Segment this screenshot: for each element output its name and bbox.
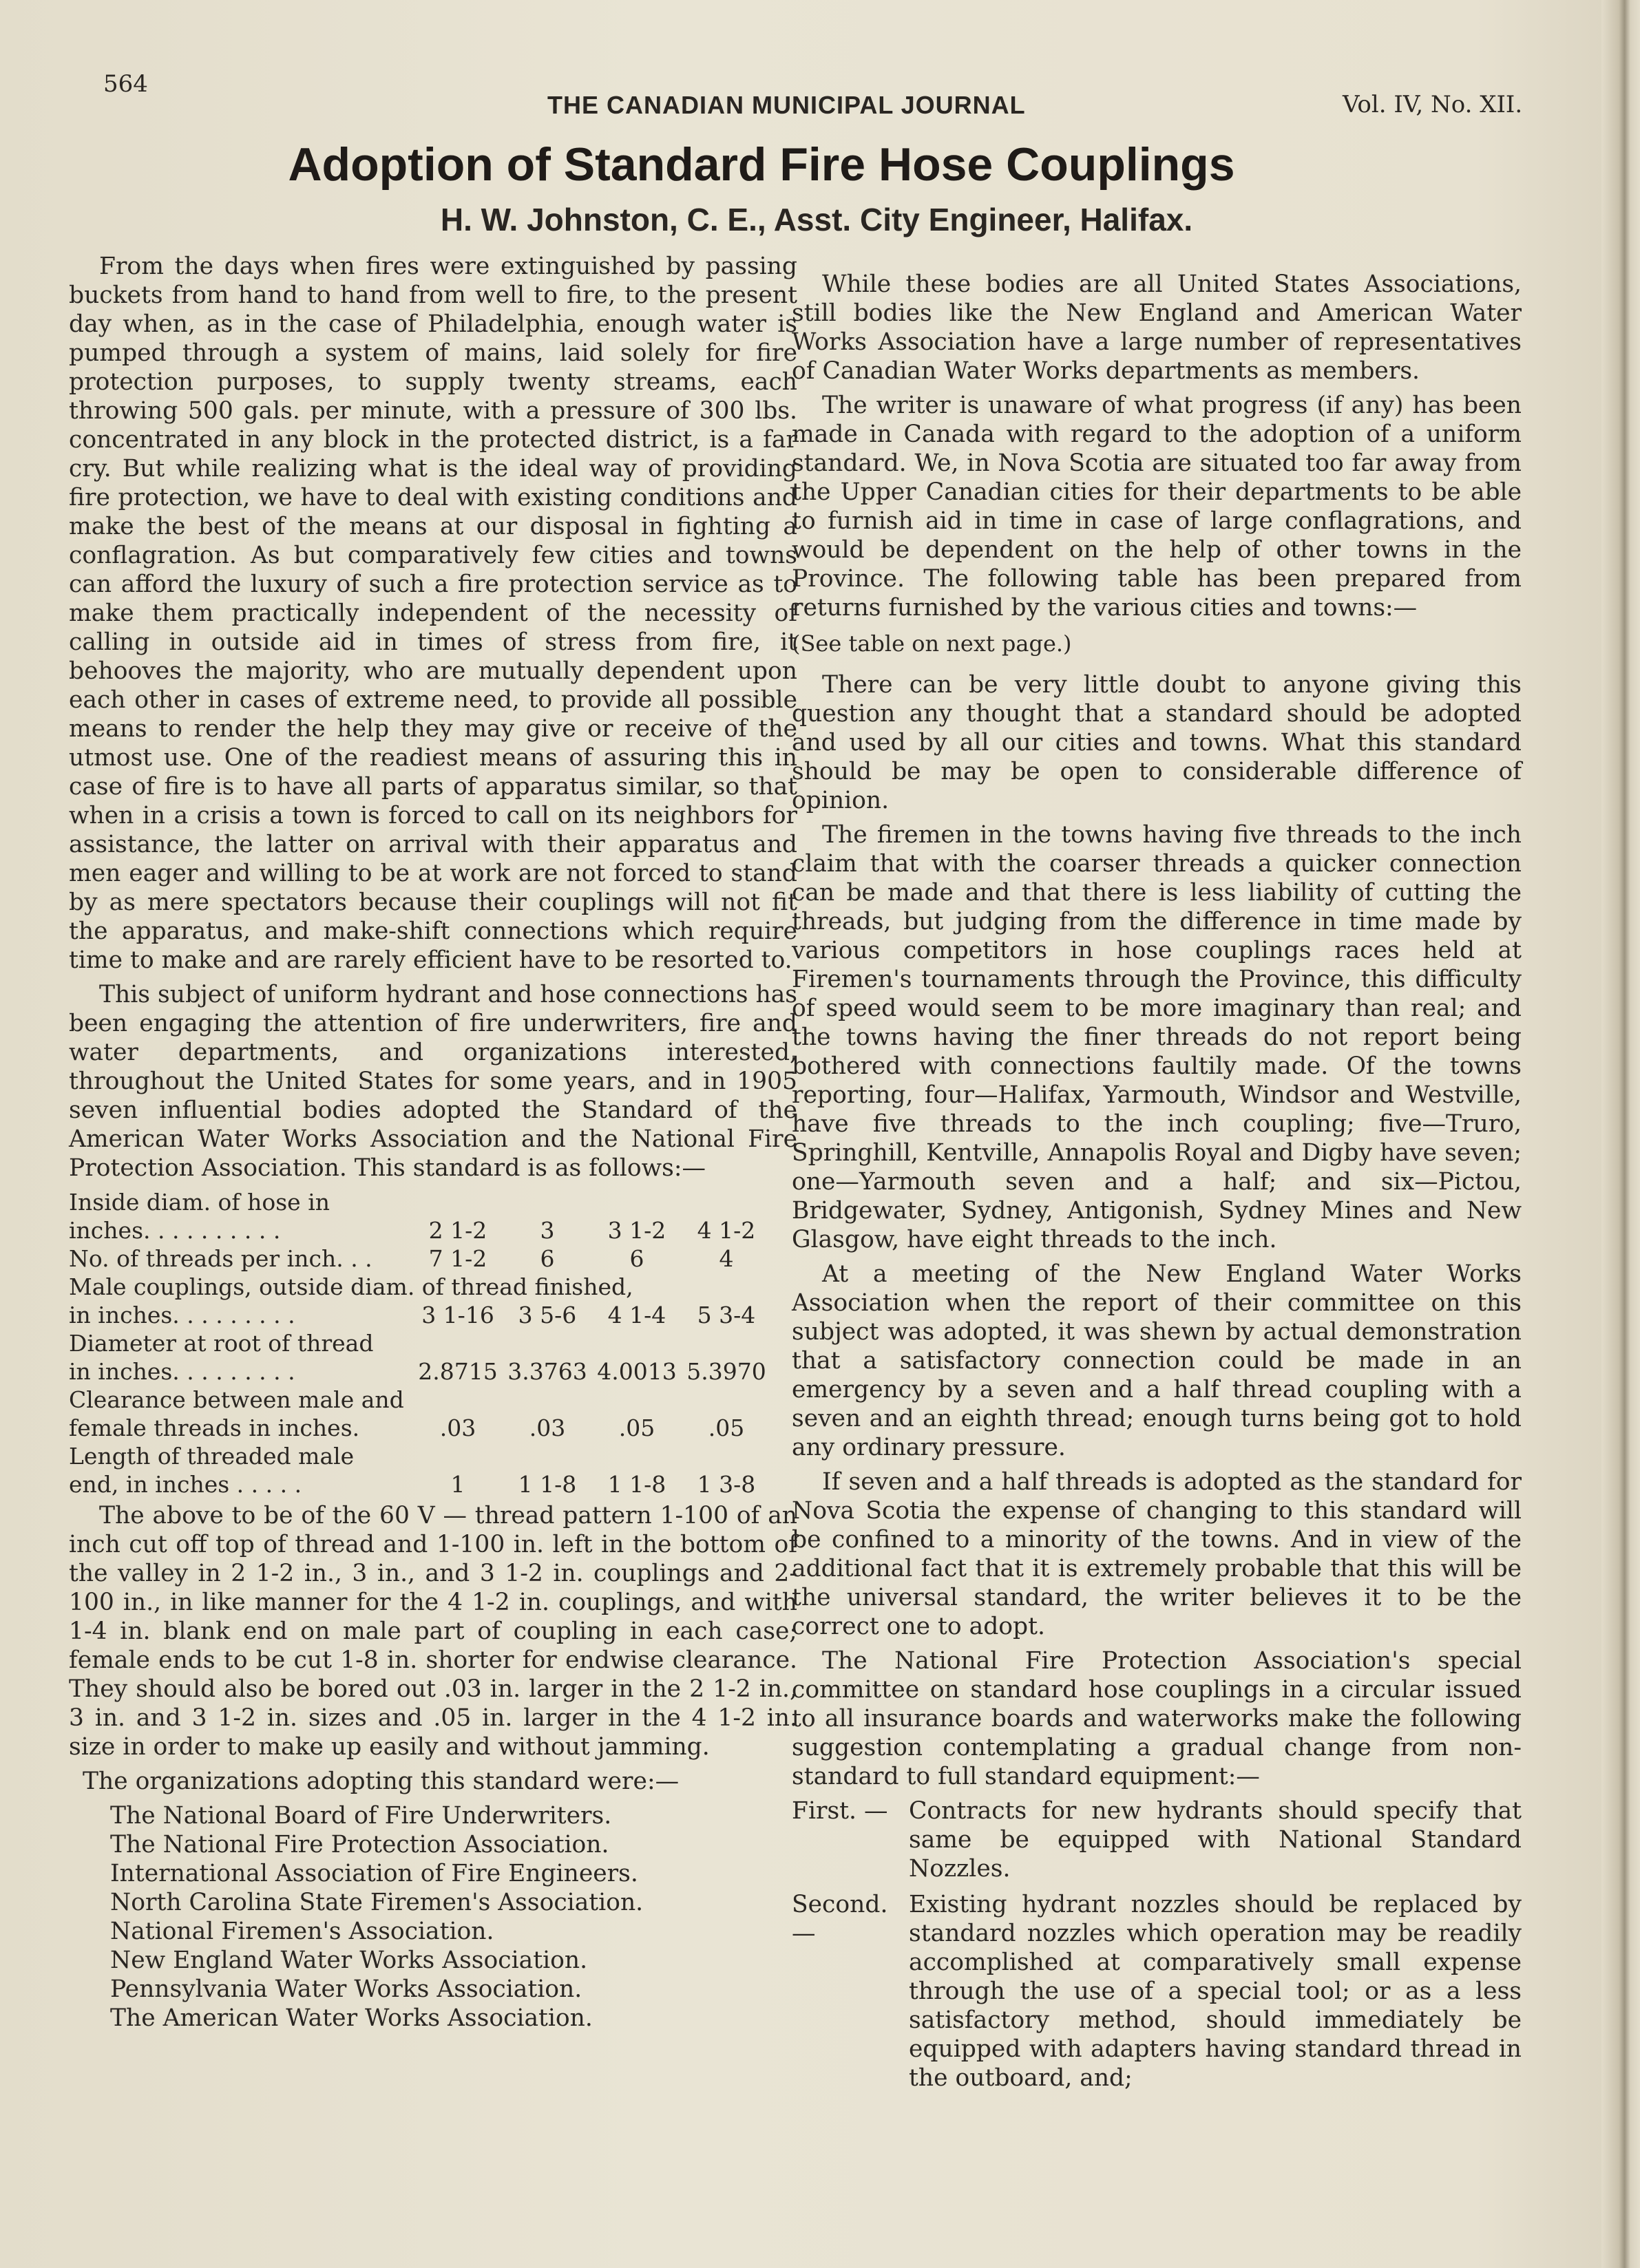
spec-label: No. of threads per inch. . .	[69, 1245, 372, 1272]
orgs-intro: The organizations adopting this standard were:—	[83, 1768, 680, 1795]
spec-sublabel: in inches. . . . . . . . .	[69, 1302, 295, 1328]
organization-item: The National Fire Protection Association.	[110, 1831, 609, 1858]
spec-row-label	[69, 1386, 771, 1414]
journal-title: THE CANADIAN MUNICIPAL JOURNAL	[547, 91, 1026, 119]
suggestion-item	[792, 1797, 1522, 1883]
paragraph: The above to be of the 60 V — thread pattern 1-100 of an inch cut off top of thread and 1-100 in. left in the bottom of the valley in 2 1-2 in., 3 in., and 3 1-2 in. couplings and 2-100 in., in like manner for the 4 1-2 in. couplings, and with 1-4 in. blank end on male part of coupling in each case; female ends to be cut 1-8 in. shorter for endwise clearance. They should also be bored out .03 in. larger in the 2 1-2 in., 3 in. and 3 1-2 in. sizes and .05 in. larger in the 4 1-2 in. size in order to make up easily and without jamming.	[69, 1502, 797, 1761]
article-title: Adoption of Standard Fire Hose Couplings	[288, 138, 1235, 191]
spec-label: Male couplings, outside diam. of thread finished,	[69, 1273, 633, 1300]
spec-value: 3.3763	[507, 1358, 587, 1385]
spec-value: 2 1-2	[428, 1217, 487, 1244]
spec-value: 4 1-4	[607, 1302, 666, 1328]
spec-value: 3 1-2	[607, 1217, 666, 1244]
spec-row	[69, 1244, 771, 1273]
see-table-note: (See table on next page.)	[792, 630, 1072, 657]
spec-sublabel: in inches. . . . . . . . .	[69, 1358, 295, 1385]
running-header	[0, 63, 1640, 118]
spec-value: 1 1-8	[607, 1471, 666, 1498]
coupling-spec-table	[69, 1188, 771, 1498]
spec-value: 4.0013	[597, 1358, 677, 1385]
organization-item: New England Water Works Association.	[110, 1947, 588, 1974]
spec-value: 7 1-2	[428, 1245, 487, 1272]
paragraph: While these bodies are all United States Associations, still bodies like the New England and American Water Works Association have a large number of representatives of Canadian Water Works departments as members.	[792, 271, 1522, 385]
article-byline: H. W. Johnston, C. E., Asst. City Engineer, Halifax.	[440, 202, 1193, 237]
paragraph: From the days when fires were extinguished by passing buckets from hand to hand from well to fire, to the present day when, as in the case of Philadelphia, enough water is pumped through a system of mains, laid solely for fire protection purposes, to supply twenty streams, each throwing 500 gals. per minute, with a pressure of 300 lbs. concentrated in any block in the protected district, is a far cry. But while realizing what is the ideal way of providing fire protection, we have to deal with existing conditions and make the best of the means at our disposal in fighting a conflagration. As but comparatively few cities and towns can afford the luxury of such a fire protection service as to make them practically independent of the necessity of calling in outside aid in times of stress from fire, it behooves the majority, who are mutually dependent upon each other in cases of extreme need, to provide all possible means to render the help they may give or receive of the utmost use. One of the readiest means of assuring this in case of fire is to have all parts of apparatus similar, so that when in a crisis a town is forced to call on its neighbors for assistance, the latter on arrival with their apparatus and men eager and willing to be at work are not forced to stand by as mere spectators because their couplings will not fit the apparatus, and make-shift connections which require time to make and are rarely efficient have to be resorted to.	[69, 253, 797, 974]
spec-sublabel: female threads in inches.	[69, 1414, 360, 1441]
page-spine-shadow	[1601, 0, 1640, 2268]
spec-value: 3 5-6	[518, 1302, 577, 1328]
spec-label: Diameter at root of thread	[69, 1330, 374, 1357]
spec-label: Inside diam. of hose in	[69, 1189, 330, 1216]
spec-row-label	[69, 1188, 771, 1216]
paragraph: If seven and a half threads is adopted as the standard for Nova Scotia the expense of changing to this standard will be confined to a minority of the towns. And in view of the additional fact that it is extremely probable that this will be the universal standard, the writer believes it to be the correct one to adopt.	[792, 1468, 1522, 1640]
page-number: 564	[103, 70, 148, 98]
organization-item: International Association of Fire Engineers.	[110, 1860, 638, 1887]
spec-value: 2.8715	[418, 1358, 498, 1385]
right-column	[792, 270, 1522, 2099]
spec-value: 5.3970	[686, 1358, 766, 1385]
organization-item: National Firemen's Association.	[110, 1918, 494, 1945]
paragraph: The writer is unaware of what progress (if any) has been made in Canada with regard to the adoption of a uniform standard. We, in Nova Scotia are situated too far away from the Upper Canadian cities for their departments to be able to furnish aid in time in case of large conflagrations, and would be dependent on the help of other towns in the Province. The following table has been prepared from returns furnished by the various cities and towns:—	[792, 392, 1522, 622]
paragraph: The firemen in the towns having five threads to the inch claim that with the coarser threads a quicker connection can be made and that there is less liability of cutting the threads, but judging from the difference in time made by various competitors in hose couplings races held at Firemen's tournaments through the Province, this difficulty of speed would seem to be more imaginary than real; and the towns having the finer threads do not report being bothered with connections faultily made. Of the towns reporting, four—Halifax, Yarmouth, Windsor and Westville, have five threads to the inch coupling; five—Truro, Springhill, Kentville, Annapolis Royal and Digby have seven; one—Yarmouth seven and a half; and six—Pictou, Bridgewater, Sydney, Antigonish, Sydney Mines and New Glasgow, have eight threads to the inch.	[792, 821, 1522, 1253]
spec-row-label	[69, 1442, 771, 1470]
spec-row	[69, 1301, 771, 1329]
spec-value: 3 1-16	[421, 1302, 494, 1328]
spec-row	[69, 1414, 771, 1442]
spec-value: .05	[708, 1414, 745, 1441]
spec-value: 1	[450, 1471, 465, 1498]
spec-value: 4	[719, 1245, 734, 1272]
spec-sublabel: inches. . . . . . . . . .	[69, 1217, 281, 1244]
spec-value: 3	[540, 1217, 555, 1244]
spec-value: 6	[629, 1245, 644, 1272]
suggestion-text: Contracts for new hydrants should specify that same be equipped with National Standard Nozzles.	[909, 1797, 1522, 1883]
spec-label: Clearance between male and	[69, 1386, 404, 1413]
volume-number: Vol. IV, No. XII.	[1343, 91, 1523, 118]
paragraph: This subject of uniform hydrant and hose connections has been engaging the attention of fire underwriters, fire and water departments, and organizations interested, throughout the United States for some years, and in 1905 seven influential bodies adopted the Standard of the American Water Works Association and the National Fire Protection Association. This standard is as follows:—	[69, 981, 797, 1182]
spec-label: Length of threaded male	[69, 1443, 355, 1470]
spec-value: .05	[618, 1414, 655, 1441]
suggestion-label: Second.—	[792, 1891, 888, 1947]
spec-value: 6	[540, 1245, 555, 1272]
paragraph: At a meeting of the New England Water Works Association when the report of their committee on this subject was adopted, it was shewn by actual demonstration that a satisfactory connection could be made in an emergency by a seven and a half thread coupling with a seven and an eighth thread; enough turns being got to hold any ordinary pressure.	[792, 1260, 1522, 1461]
paragraph: There can be very little doubt to anyone giving this question any thought that a standard should be adopted and used by all our cities and towns. What this standard should be may be open to considerable difference of opinion.	[792, 671, 1522, 814]
spec-value: 1 3-8	[697, 1471, 756, 1498]
suggestion-list	[792, 1797, 1522, 2092]
spec-row	[69, 1470, 771, 1498]
spec-value: 1 1-8	[518, 1471, 577, 1498]
suggestion-item	[792, 1890, 1522, 2092]
suggestion-text: Existing hydrant nozzles should be replaced by standard nozzles which operation may be readily accomplished at comparatively small expense through the use of a special tool; or as a less satisfactory method, should immediately be equipped with adapters having standard thread in the outboard, and;	[909, 1891, 1522, 2092]
suggestion-label: First. —	[792, 1797, 888, 1825]
organizations-list	[69, 1801, 797, 2033]
left-column	[69, 252, 797, 2033]
spec-row	[69, 1216, 771, 1244]
spec-row	[69, 1357, 771, 1386]
paragraph: The National Fire Protection Association's special committee on standard hose couplings in a circular issued to all insurance boards and waterworks make the following suggestion contemplating a gradual change from non-standard to full standard equipment:—	[792, 1647, 1522, 1790]
spec-value: .03	[439, 1414, 476, 1441]
spec-sublabel: end, in inches . . . . .	[69, 1471, 302, 1498]
organization-item: The National Board of Fire Underwriters.	[110, 1802, 612, 1830]
spec-value: .03	[529, 1414, 566, 1441]
organization-item: The American Water Works Association.	[110, 2004, 593, 2032]
spec-value: 4 1-2	[697, 1217, 756, 1244]
spec-row-label	[69, 1273, 771, 1301]
organization-item: Pennsylvania Water Works Association.	[110, 1975, 582, 2003]
spec-row-label	[69, 1329, 771, 1357]
organization-item: North Carolina State Firemen's Association.	[110, 1889, 644, 1916]
spec-value: 5 3-4	[697, 1302, 756, 1328]
